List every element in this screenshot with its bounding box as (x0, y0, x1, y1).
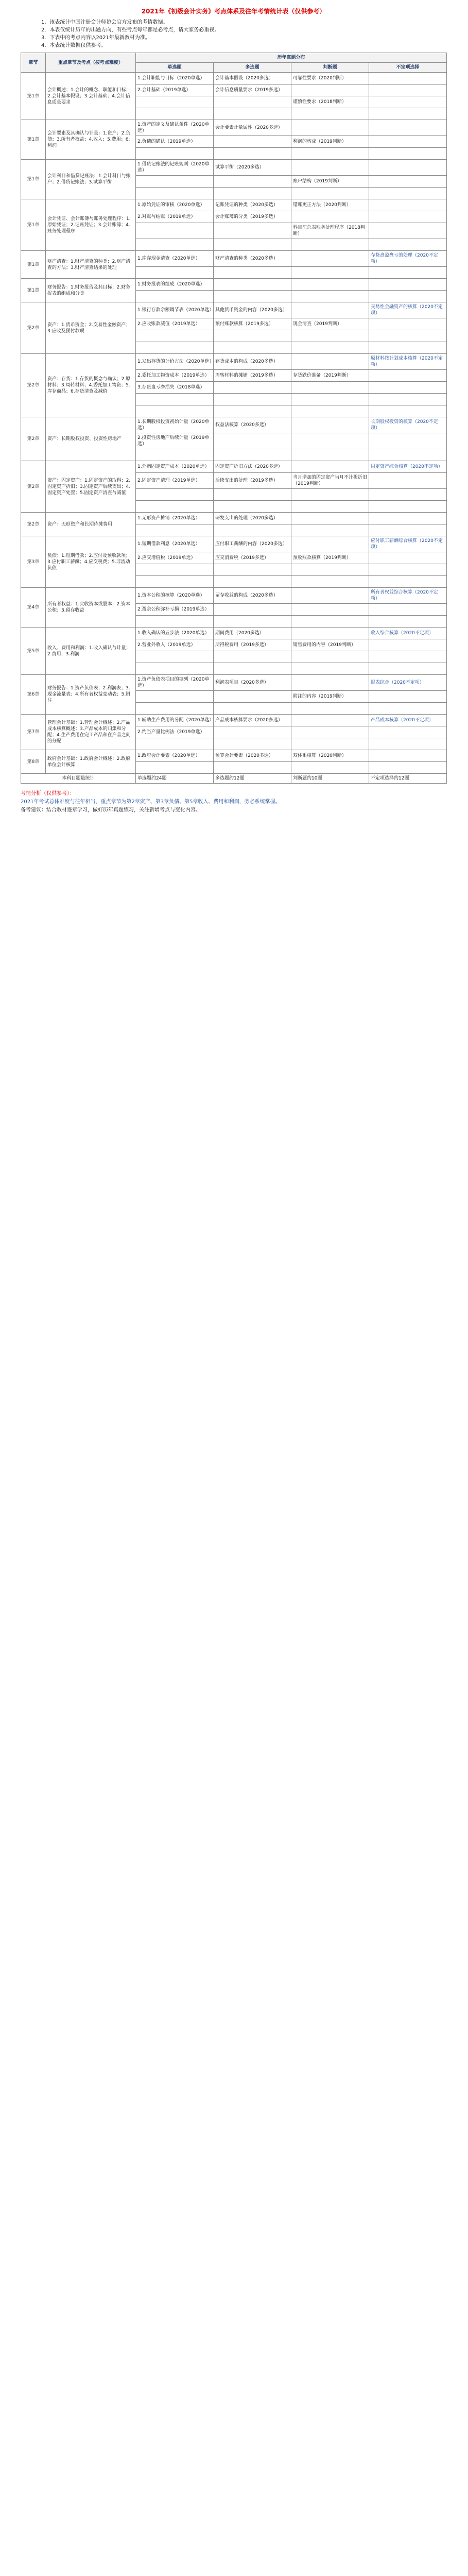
exam-cell (291, 417, 369, 433)
exam-cell (369, 651, 447, 663)
chapter-cell: 第1章 (21, 73, 46, 120)
exam-cell (369, 239, 447, 251)
exam-cell: 当月增加的固定资产当月不计提折旧（2019判断） (291, 473, 369, 489)
exam-cell (369, 762, 447, 774)
exam-cell: 2.会计基础（2019单选） (136, 84, 214, 96)
exam-cell: 周转材料的摊销（2019多选） (214, 370, 291, 382)
exam-cell (136, 762, 214, 774)
table-row (21, 715, 447, 726)
exam-cell: 现金清查（2019判断） (291, 318, 369, 330)
header-col-b: 多选题 (214, 63, 291, 73)
exam-cell (136, 223, 214, 239)
exam-cell (291, 188, 369, 199)
exam-cell (369, 176, 447, 188)
exam-cell: 试算平衡（2020多选） (214, 160, 291, 176)
exam-cell (369, 513, 447, 524)
exam-cell (369, 73, 447, 84)
exam-cell: 应付职工薪酬的内容（2020多选） (214, 536, 291, 552)
exam-cell: 1.发出存货的计价方法（2020单选） (136, 354, 214, 370)
exam-cell: 存货跌价准备（2019判断） (291, 370, 369, 382)
exam-cell: 1.借贷记账法的记账规则（2020单选） (136, 160, 214, 176)
table-row (21, 750, 447, 762)
exam-cell: 2.应交增值税（2019单选） (136, 552, 214, 564)
exam-cell (291, 762, 369, 774)
exam-cell (291, 382, 369, 394)
note-line: 2．本表仅统计历年的出题方向，有些考点每年都是必考点，请大家务必重视。 (41, 27, 220, 33)
exam-cell (136, 239, 214, 251)
exam-cell (214, 738, 291, 750)
exam-cell (214, 382, 291, 394)
exam-cell (291, 342, 369, 354)
exam-cell: 2.固定资产清理（2019单选） (136, 473, 214, 489)
exam-cell (369, 223, 447, 239)
topic-cell: 资产：长期股权投资、投资性房地产 (46, 417, 136, 461)
exam-cell (136, 616, 214, 628)
exam-cell: 预付账款核算（2019多选） (214, 318, 291, 330)
exam-cell: 2.应收账款减值（2019单选） (136, 318, 214, 330)
exam-cell (291, 564, 369, 576)
table-row (21, 628, 447, 639)
header-col-c: 判断题 (291, 63, 369, 73)
exam-cell (291, 405, 369, 417)
exam-cell (136, 524, 214, 536)
summary-cell: 不定项选择约12题 (369, 774, 447, 784)
exam-topic-table (21, 53, 447, 784)
exam-cell (369, 211, 447, 223)
exam-cell: 2.委托加工物资成本（2019单选） (136, 370, 214, 382)
exam-cell: 会计信息质量要求（2019多选） (214, 84, 291, 96)
table-row (21, 354, 447, 370)
exam-cell (214, 148, 291, 160)
exam-cell (214, 188, 291, 199)
exam-cell: 交易性金融资产的核算（2020不定项） (369, 302, 447, 318)
exam-cell: 记账凭证的种类（2020多选） (214, 199, 291, 211)
exam-cell: 错账更正方法（2020判断） (291, 199, 369, 211)
table-row (21, 588, 447, 604)
exam-cell (369, 148, 447, 160)
exam-cell: 利润表项目（2020多选） (214, 675, 291, 691)
exam-cell (291, 675, 369, 691)
exam-cell (291, 461, 369, 473)
table-row (21, 120, 447, 136)
exam-cell (369, 726, 447, 738)
table-row (21, 160, 447, 176)
exam-cell (214, 703, 291, 715)
exam-cell (291, 251, 369, 267)
summary-cell: 判断题约10题 (291, 774, 369, 784)
exam-cell (369, 370, 447, 382)
topic-cell: 资产：固定资产：1.固定资产的取得；2.固定资产折旧；3.固定资产后续支出；4.固定资产处置；5.固定资产清查与减值 (46, 461, 136, 513)
exam-cell: 应交消费税（2019多选） (214, 552, 291, 564)
exam-cell (369, 279, 447, 291)
exam-cell (214, 223, 291, 239)
exam-cell (136, 738, 214, 750)
exam-cell (291, 628, 369, 639)
note-line: 4．本表统计数据仅供参考。 (41, 43, 107, 48)
exam-cell (291, 267, 369, 279)
chapter-cell: 第1章 (21, 199, 46, 251)
exam-cell (369, 604, 447, 616)
footer-title: 考情分析（仅供参考）： (21, 791, 75, 796)
exam-cell (291, 715, 369, 726)
chapter-cell: 第2章 (21, 417, 46, 461)
exam-cell: 1.资本公积的核算（2020单选） (136, 588, 214, 604)
chapter-cell: 第8章 (21, 750, 46, 774)
exam-cell (136, 651, 214, 663)
table-row (21, 251, 447, 267)
exam-cell (369, 691, 447, 703)
exam-cell (369, 663, 447, 675)
exam-cell (136, 564, 214, 576)
table-row (21, 536, 447, 552)
exam-cell (291, 604, 369, 616)
exam-cell: 2.营业外收入（2019单选） (136, 639, 214, 651)
exam-cell (291, 651, 369, 663)
exam-cell (291, 489, 369, 501)
exam-cell: 所有者权益综合核算（2020不定项） (369, 588, 447, 604)
exam-cell (291, 513, 369, 524)
exam-cell: 会计要素计量属性（2020多选） (214, 120, 291, 136)
exam-cell (369, 267, 447, 279)
table-body (21, 73, 447, 774)
exam-cell (369, 84, 447, 96)
exam-cell (214, 330, 291, 342)
chapter-cell: 第1章 (21, 160, 46, 199)
exam-cell: 产品成本核算（2020不定项） (369, 715, 447, 726)
exam-cell (369, 199, 447, 211)
chapter-cell: 第2章 (21, 302, 46, 354)
table-row (21, 417, 447, 433)
chapter-cell: 第2章 (21, 354, 46, 417)
exam-cell (136, 501, 214, 513)
exam-cell (369, 120, 447, 136)
exam-cell: 所得税费用（2019多选） (214, 639, 291, 651)
exam-cell: 应付职工薪酬综合核算（2020不定项） (369, 536, 447, 552)
topic-cell: 会计要素及其确认与计量：1.资产；2.负债；3.所有者权益；4.收入；5.费用；6.利润 (46, 120, 136, 160)
exam-cell (369, 382, 447, 394)
exam-cell: 1.会计职能与目标（2020单选） (136, 73, 214, 84)
exam-cell: 1.资产负债表项目的填列（2020单选） (136, 675, 214, 691)
topic-cell: 负债：1.短期借款；2.应付及预收款项；3.应付职工薪酬；4.应交税费；5.非流动负债 (46, 536, 136, 588)
topic-cell: 所有者权益：1.实收资本或股本；2.资本公积；3.留存收益 (46, 588, 136, 628)
exam-cell: 利润的构成（2019判断） (291, 136, 369, 148)
exam-cell (369, 524, 447, 536)
topic-cell: 会计科目和借贷记账法：1.会计科目与账户；2.借贷记账法；3.试算平衡 (46, 160, 136, 199)
exam-cell: 2.投资性房地产后续计量（2019单选） (136, 433, 214, 449)
exam-cell (369, 318, 447, 330)
exam-cell (136, 188, 214, 199)
exam-cell: 1.无形资产摊销（2020单选） (136, 513, 214, 524)
exam-cell (214, 267, 291, 279)
chapter-cell: 第6章 (21, 675, 46, 715)
exam-cell: 后续支出的处理（2019多选） (214, 473, 291, 489)
exam-cell (369, 108, 447, 120)
exam-cell (291, 703, 369, 715)
topic-cell: 财务报告：1.财务报告及其目标；2.财务报表的组成和分类 (46, 279, 136, 302)
exam-cell (214, 501, 291, 513)
exam-cell (214, 651, 291, 663)
exam-cell: 1.库存现金清查（2020单选） (136, 251, 214, 267)
exam-cell: 1.外购固定资产成本（2020单选） (136, 461, 214, 473)
exam-cell (291, 160, 369, 176)
exam-cell: 1.原始凭证的审核（2020单选） (136, 199, 214, 211)
exam-cell (291, 524, 369, 536)
chapter-cell: 第4章 (21, 588, 46, 628)
exam-cell (291, 211, 369, 223)
exam-cell (136, 576, 214, 588)
exam-cell (291, 120, 369, 136)
exam-cell (369, 433, 447, 449)
exam-cell (214, 726, 291, 738)
exam-cell (369, 394, 447, 405)
table-row (21, 199, 447, 211)
exam-cell: 期间费用（2020多选） (214, 628, 291, 639)
exam-cell (369, 160, 447, 176)
exam-cell: 2.负债的确认（2019单选） (136, 136, 214, 148)
topic-cell: 财产清查：1.财产清查的种类；2.财产清查的方法；3.财产清查结果的处理 (46, 251, 136, 279)
chapter-cell: 第1章 (21, 120, 46, 160)
summary-label: 本科目题量统计 (21, 774, 136, 784)
chapter-cell: 第1章 (21, 279, 46, 302)
exam-cell (291, 279, 369, 291)
exam-cell (291, 726, 369, 738)
exam-cell: 2.盈余公积弥补亏损（2019单选） (136, 604, 214, 616)
exam-cell (291, 291, 369, 302)
header-chapter: 章节 (21, 53, 46, 73)
document (21, 7, 446, 815)
exam-cell (291, 108, 369, 120)
exam-cell (214, 279, 291, 291)
topic-cell: 资产：1.货币资金；2.交易性金融资产；3.应收及预付款项 (46, 302, 136, 354)
table-row (21, 73, 447, 84)
chapter-cell: 第1章 (21, 251, 46, 279)
table-row (21, 513, 447, 524)
exam-cell: 固定资产折旧方法（2020多选） (214, 461, 291, 473)
header-col-a: 单选题 (136, 63, 214, 73)
exam-cell (214, 604, 291, 616)
exam-cell (369, 342, 447, 354)
exam-cell: 销售费用的内容（2019判断） (291, 639, 369, 651)
exam-cell: 收入综合核算（2020不定项） (369, 628, 447, 639)
exam-cell (214, 291, 291, 302)
exam-cell: 留存收益的构成（2020多选） (214, 588, 291, 604)
summary-cell: 单选题约24题 (136, 774, 214, 784)
exam-cell (136, 148, 214, 160)
topic-cell: 会计凭证、会计账簿与账务处理程序：1.原始凭证；2.记账凭证；3.会计账簿；4.账务处理程序 (46, 199, 136, 251)
exam-cell: 1.财务报表的组成（2020单选） (136, 279, 214, 291)
topic-cell: 收入、费用和利润：1.收入确认与计量；2.费用；3.利润 (46, 628, 136, 675)
exam-cell (214, 108, 291, 120)
exam-cell (214, 96, 291, 108)
exam-cell: 财产清查的种类（2020多选） (214, 251, 291, 267)
exam-cell (136, 449, 214, 461)
table-row (21, 302, 447, 318)
exam-cell (214, 616, 291, 628)
table-row (21, 461, 447, 473)
exam-cell: 可靠性要求（2020判断） (291, 73, 369, 84)
exam-cell (291, 394, 369, 405)
exam-cell (369, 405, 447, 417)
exam-cell: 原材料按计划成本核算（2020不定项） (369, 354, 447, 370)
exam-cell (214, 663, 291, 675)
exam-cell (214, 433, 291, 449)
exam-cell (136, 489, 214, 501)
exam-cell (369, 330, 447, 342)
exam-cell: 其他货币资金的内容（2020多选） (214, 302, 291, 318)
summary-cell: 多选题约12题 (214, 774, 291, 784)
exam-cell (214, 449, 291, 461)
exam-cell: 会计基本假设（2020多选） (214, 73, 291, 84)
exam-cell (214, 524, 291, 536)
exam-cell (214, 239, 291, 251)
exam-cell (136, 96, 214, 108)
exam-cell: 存货盘盈盘亏的处理（2020不定项） (369, 251, 447, 267)
exam-cell: 附注的内容（2019判断） (291, 691, 369, 703)
chapter-cell: 第2章 (21, 513, 46, 536)
chapter-cell: 第7章 (21, 715, 46, 750)
exam-cell (136, 691, 214, 703)
exam-cell (214, 136, 291, 148)
exam-cell (369, 564, 447, 576)
table-row (21, 675, 447, 691)
exam-cell (214, 342, 291, 354)
note-line: 3．下表中的考点内容以2021年最新教材为准。 (41, 35, 150, 41)
header-topic: 重点章节及考点（按考点难度） (46, 53, 136, 73)
exam-cell (369, 616, 447, 628)
document-title: 2021年《初级会计实务》考点体系及往年考情统计表（仅供参考） (141, 8, 326, 15)
footer-block (21, 790, 446, 815)
exam-cell: 1.长期股权投资初始计量（2020单选） (136, 417, 214, 433)
exam-cell (291, 433, 369, 449)
exam-cell (291, 239, 369, 251)
exam-cell (291, 354, 369, 370)
header-years: 历年真题分布 (136, 53, 447, 63)
topic-cell: 会计概述：1.会计的概念、职能和目标；2.会计基本假设；3.会计基础；4.会计信息质量要求 (46, 73, 136, 120)
exam-cell (291, 148, 369, 160)
exam-cell (136, 267, 214, 279)
chapter-cell: 第3章 (21, 536, 46, 588)
exam-cell: 报表综合（2020不定项） (369, 675, 447, 691)
exam-cell: 1.收入确认的五步法（2020单选） (136, 628, 214, 639)
exam-cell (136, 108, 214, 120)
exam-cell: 账户结构（2019判断） (291, 176, 369, 188)
exam-cell (136, 342, 214, 354)
exam-cell: 研发支出的处理（2020多选） (214, 513, 291, 524)
exam-cell (369, 639, 447, 651)
note-line: 1．该表统计中国注册会计师协会官方发布的考情数据。 (41, 20, 168, 25)
exam-cell: 2.对账与结账（2019单选） (136, 211, 214, 223)
exam-cell (136, 703, 214, 715)
exam-cell (214, 691, 291, 703)
exam-cell (369, 136, 447, 148)
exam-cell (214, 176, 291, 188)
exam-cell (136, 330, 214, 342)
exam-cell: 长期股权投资的核算（2020不定项） (369, 417, 447, 433)
summary-row (21, 774, 447, 784)
exam-cell (369, 473, 447, 489)
exam-cell (291, 330, 369, 342)
exam-cell (136, 176, 214, 188)
exam-cell (214, 564, 291, 576)
exam-cell (214, 405, 291, 417)
exam-cell: 2.约当产量比例法（2019单选） (136, 726, 214, 738)
exam-cell: 产品成本核算要求（2020多选） (214, 715, 291, 726)
table-row (21, 279, 447, 291)
exam-cell: 1.政府会计要素（2020单选） (136, 750, 214, 762)
topic-cell: 政府会计基础：1.政府会计概述；2.政府单位会计核算 (46, 750, 136, 774)
exam-cell (214, 576, 291, 588)
exam-cell (291, 588, 369, 604)
exam-cell: 3.存货盘亏净损失（2018单选） (136, 382, 214, 394)
exam-cell (136, 405, 214, 417)
exam-cell: 1.辅助生产费用的分配（2020单选） (136, 715, 214, 726)
exam-cell (369, 738, 447, 750)
exam-cell (291, 663, 369, 675)
topic-cell: 管理会计基础：1.管理会计概述；2.产品成本核算概述；3.产品成本的归集和分配；4.生产费用在完工产品和在产品之间的分配 (46, 715, 136, 750)
topic-cell: 资产：无形资产和长期待摊费用 (46, 513, 136, 536)
exam-cell (291, 84, 369, 96)
exam-cell (291, 576, 369, 588)
exam-cell: 预算会计要素（2020多选） (214, 750, 291, 762)
exam-cell (291, 536, 369, 552)
header-col-d: 不定项选择 (369, 63, 447, 73)
footer-analysis: 2021年考试总体难度与往年相当，重点章节为第2章资产、第3章负债、第5章收入、费用和利润，务必系统掌握。 (21, 799, 281, 805)
exam-cell: 固定资产综合核算（2020不定项） (369, 461, 447, 473)
topic-cell: 资产：存货：1.存货的概念与确认；2.原材料；3.周转材料；4.委托加工物资；5.库存商品；6.存货清查及减值 (46, 354, 136, 417)
footer-advice: 备考建议：结合教材逐章学习，做好历年真题练习，关注新增考点与变化内容。 (21, 807, 201, 813)
exam-cell (369, 188, 447, 199)
topic-cell: 财务报告：1.资产负债表；2.利润表；3.现金流量表；4.所有者权益变动表；5.附注 (46, 675, 136, 715)
exam-cell (136, 291, 214, 302)
exam-cell (369, 291, 447, 302)
exam-cell (369, 96, 447, 108)
exam-cell: 存货成本的构成（2020多选） (214, 354, 291, 370)
exam-cell: 1.资产的定义及确认条件（2020单选） (136, 120, 214, 136)
exam-cell: 1.银行存款余额调节表（2020单选） (136, 302, 214, 318)
exam-cell (291, 738, 369, 750)
exam-cell: 谨慎性要求（2018判断） (291, 96, 369, 108)
chapter-cell: 第5章 (21, 628, 46, 675)
exam-cell (369, 501, 447, 513)
exam-cell (214, 489, 291, 501)
exam-cell (291, 302, 369, 318)
exam-cell (136, 394, 214, 405)
exam-cell (369, 576, 447, 588)
exam-cell (369, 449, 447, 461)
exam-cell (136, 663, 214, 675)
exam-cell: 科目汇总表账务处理程序（2018判断） (291, 223, 369, 239)
exam-cell (369, 552, 447, 564)
exam-cell (369, 703, 447, 715)
exam-cell (214, 394, 291, 405)
exam-cell (291, 449, 369, 461)
chapter-cell: 第2章 (21, 461, 46, 513)
exam-cell (369, 489, 447, 501)
exam-cell: 会计账簿的分类（2019多选） (214, 211, 291, 223)
exam-cell (291, 501, 369, 513)
exam-cell (369, 750, 447, 762)
notes-block (21, 19, 446, 49)
exam-cell (291, 616, 369, 628)
exam-cell: 预收账款核算（2019判断） (291, 552, 369, 564)
exam-cell: 权益法核算（2020多选） (214, 417, 291, 433)
exam-cell: 双体系核算（2020判断） (291, 750, 369, 762)
exam-cell: 1.短期借款利息（2020单选） (136, 536, 214, 552)
exam-cell (214, 762, 291, 774)
